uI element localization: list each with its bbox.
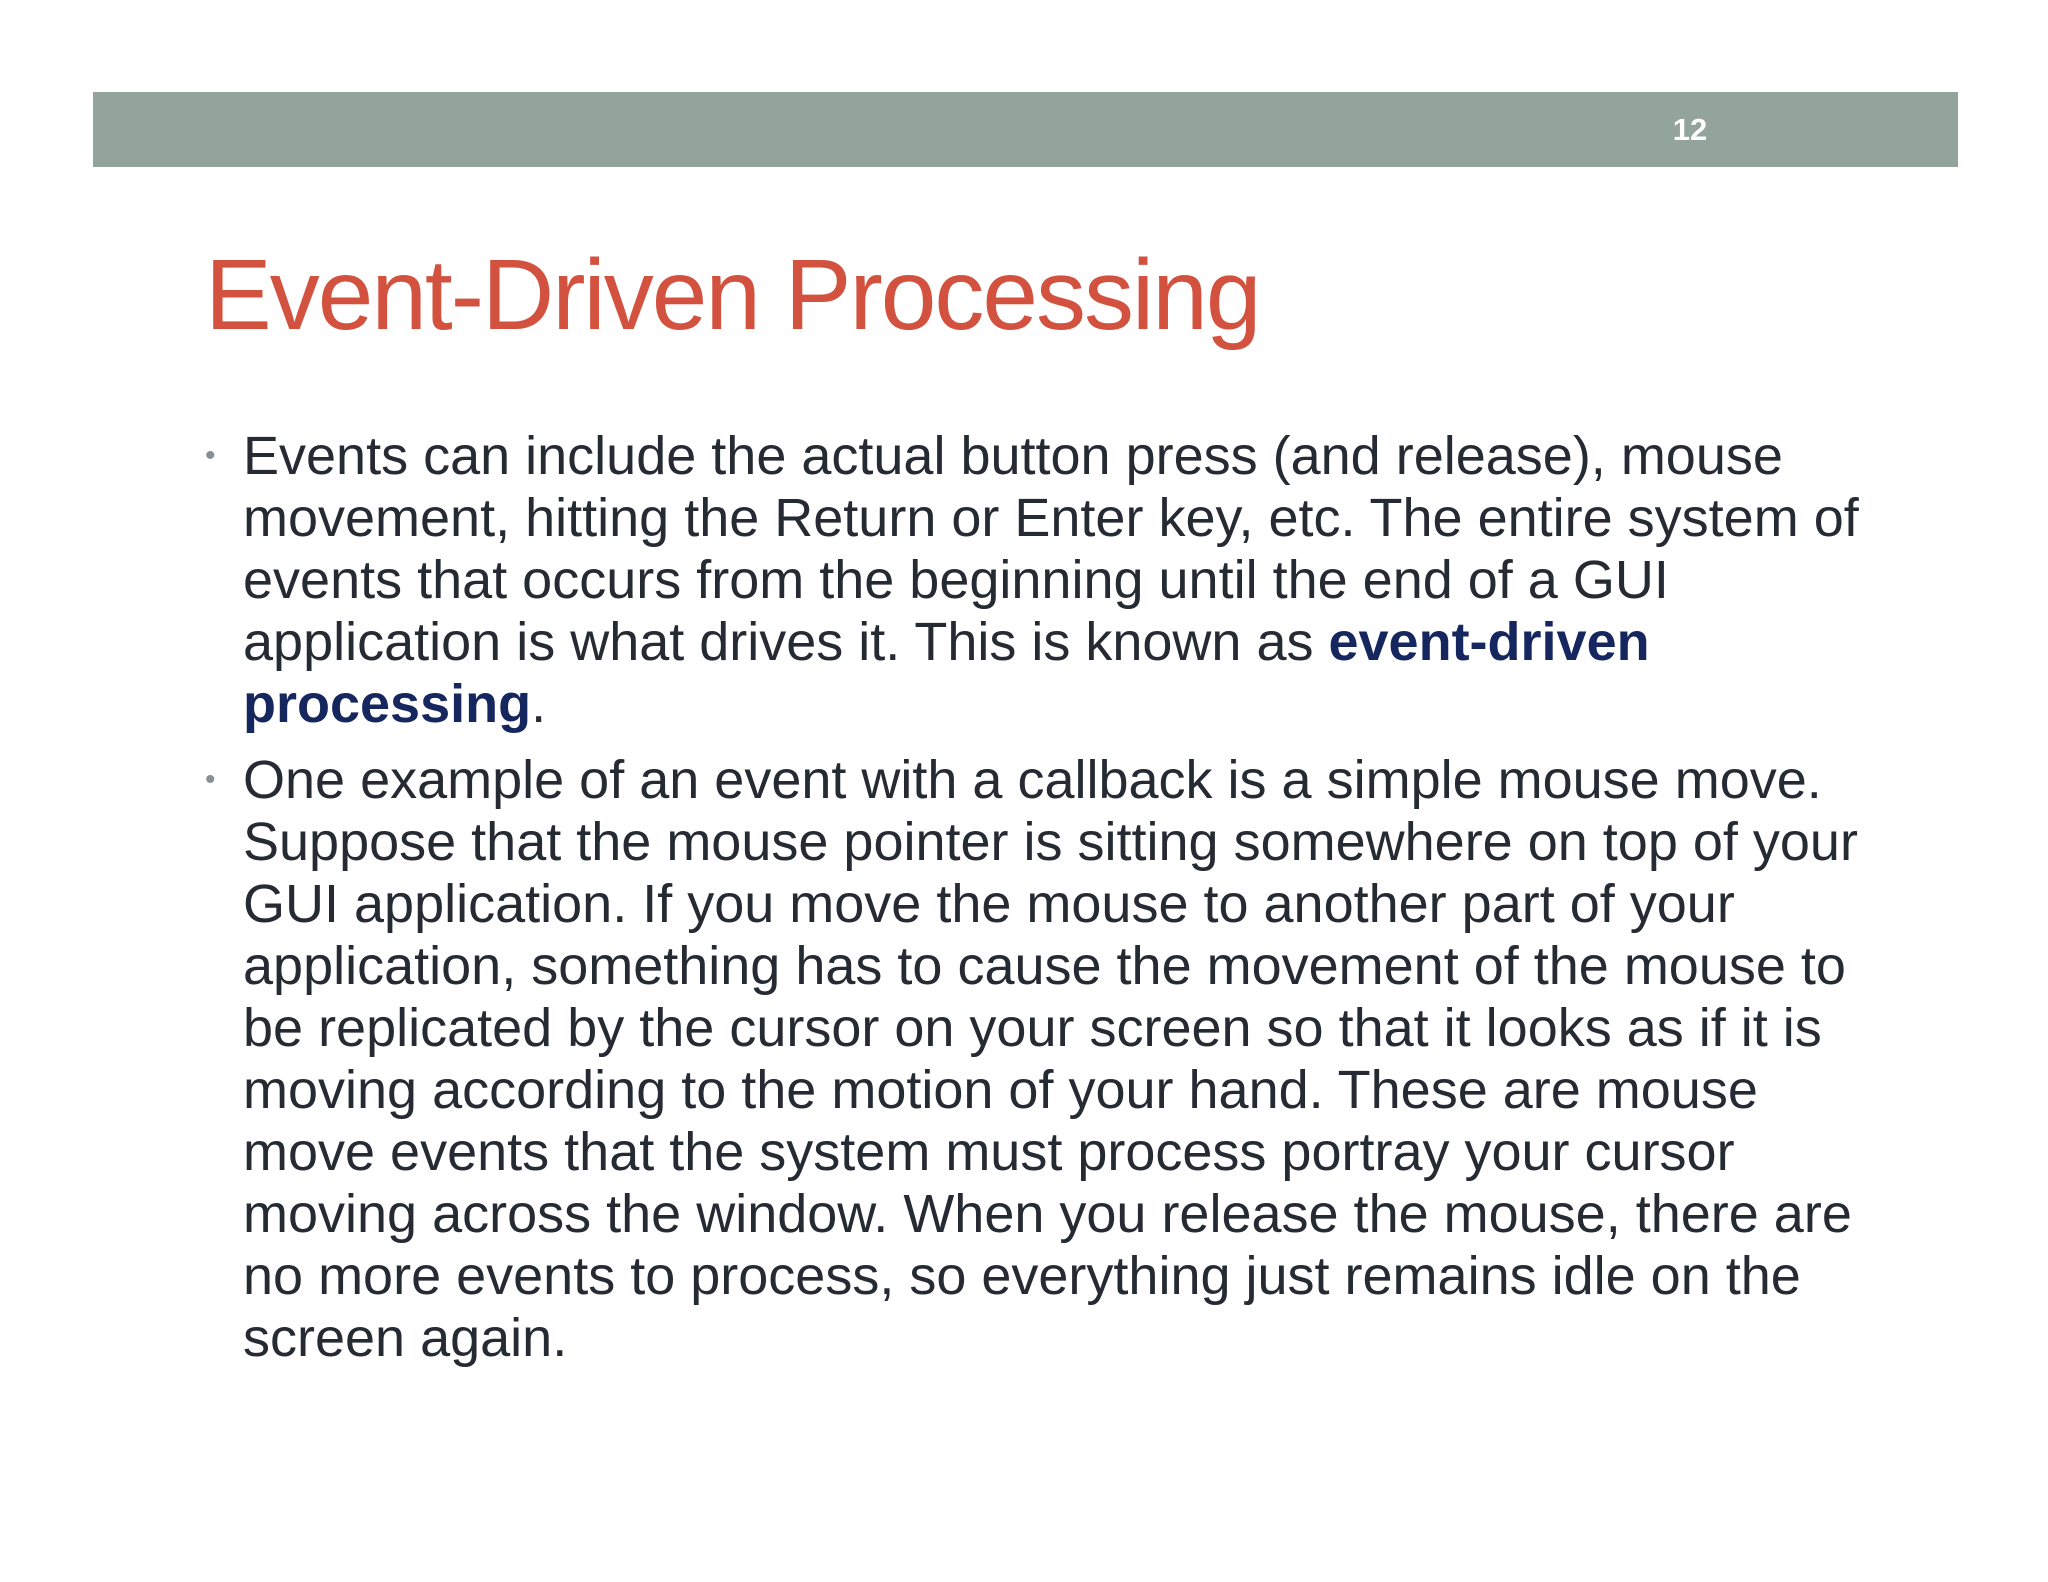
bullet-text-end: .: [531, 674, 547, 734]
bullet-item-mouse-example: [205, 749, 1885, 1369]
slide-title: Event-Driven Processing: [205, 239, 1260, 351]
bullet-item-events: [205, 425, 1885, 735]
slide-number: 12: [1672, 112, 1708, 147]
bullet-list: [205, 425, 1885, 1383]
bullet-text: One example of an event with a callback is a simple mouse move. Suppose that the mouse pointer is sitting somewhere on top of your GUI application. If you move the mouse to another part of your application, something has to cause the movement of the mouse to be replicated by the cursor on your screen so that it looks as if it is moving according to the motion of your hand. These are mouse move events that the system must process portray your cursor moving across the window. When you release the mouse, there are no more events to process, so everything just remains idle on the screen again.: [243, 750, 1858, 1368]
emphasis-term: event-driven processing: [243, 612, 1650, 734]
bullet-dot-icon: •: [205, 439, 216, 472]
bullet-text: Events can include the actual button press (and release), mouse movement, hitting the Return or Enter key, etc. The entire system of events that occurs from the beginning until the end of a GUI application is what drives it. This is known as: [243, 426, 1859, 672]
bullet-dot-icon: •: [205, 763, 216, 796]
